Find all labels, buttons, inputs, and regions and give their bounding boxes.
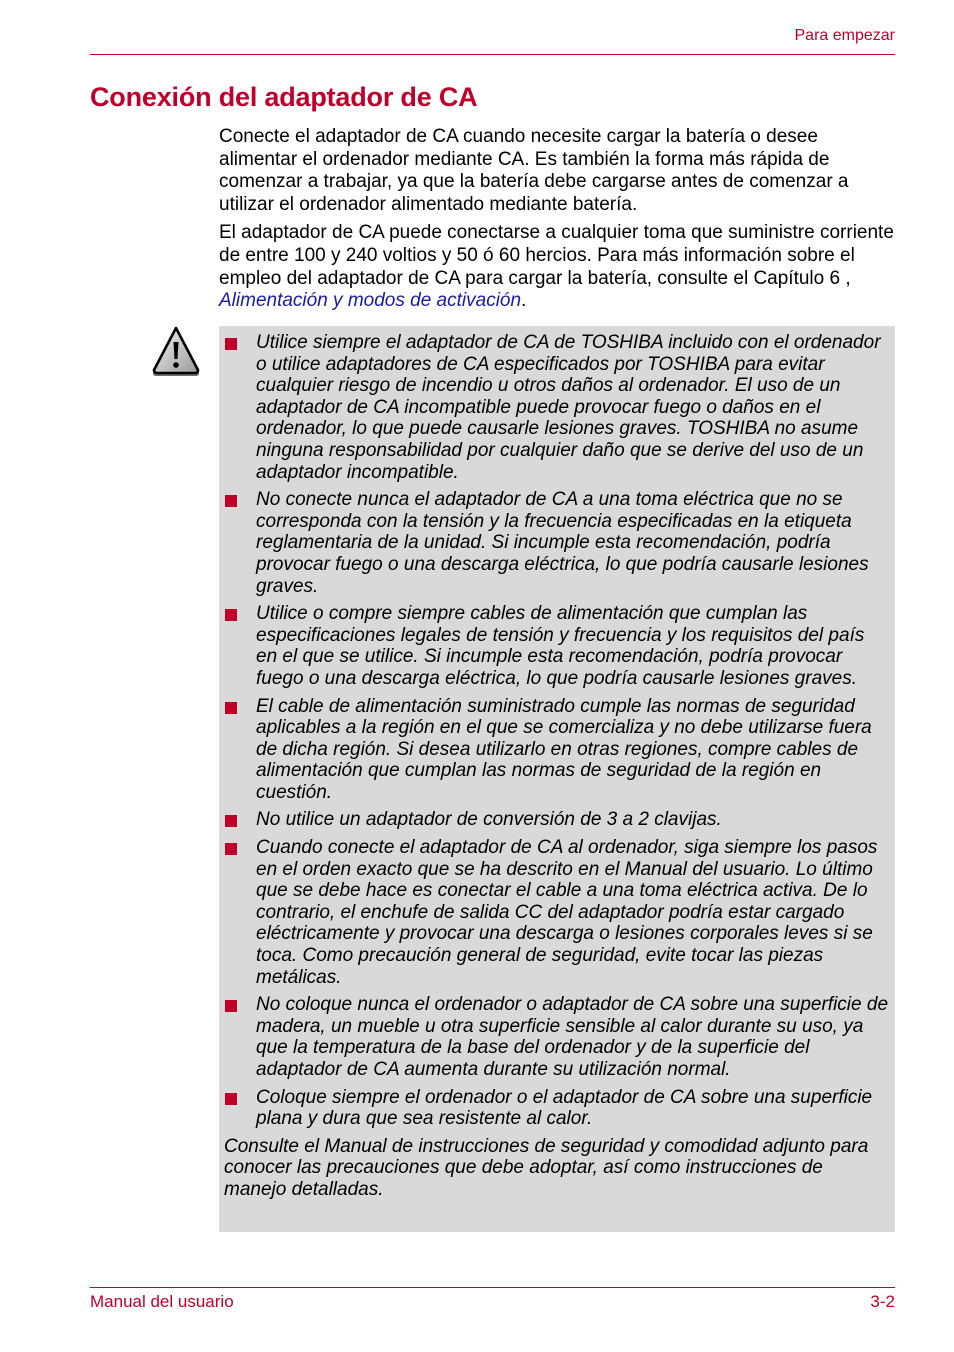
bullet-square-icon bbox=[225, 495, 237, 507]
caution-item-text: No coloque nunca el ordenador o adaptador de CA sobre una superficie de madera, un mueble u otra superficie sensible al calor durante su uso, ya que la temperatura de la base del ordenador y de la superficie del adaptador de CA aumenta durante su utilización normal. bbox=[256, 994, 889, 1080]
bullet-square-icon bbox=[225, 843, 237, 855]
bullet-square-icon bbox=[225, 1000, 237, 1012]
list-item bbox=[224, 489, 890, 597]
list-item bbox=[224, 603, 890, 689]
list-item bbox=[224, 696, 890, 804]
list-item bbox=[224, 332, 890, 483]
caution-item-text: El cable de alimentación suministrado cumple las normas de seguridad aplicables a la región en el que se comercializa y no debe utilizarse fuera de dicha región. Si desea utilizarlo en otras regiones, compre cables de alimentación que cumplan las normas de seguridad de la región en cuestión. bbox=[256, 695, 872, 803]
warning-triangle-icon bbox=[150, 326, 202, 378]
bullet-square-icon bbox=[225, 815, 237, 827]
page-number: 3-2 bbox=[870, 1292, 895, 1311]
caution-item-text: No conecte nunca el adaptador de CA a una toma eléctrica que no se corresponda con la tensión y la frecuencia especificadas en la etiqueta reglamentaria de la unidad. Si incumple esta recomendación, podría provocar fuego o una descarga eléctrica, lo que podría causarle lesiones graves. bbox=[256, 489, 869, 597]
caution-list bbox=[224, 332, 890, 1130]
list-item bbox=[224, 837, 890, 988]
caution-note: Consulte el Manual de instrucciones de seguridad y comodidad adjunto para conocer las precauciones que debe adoptar, así como instrucciones de manejo detalladas. bbox=[224, 1135, 869, 1200]
caution-box bbox=[219, 326, 895, 1232]
bullet-square-icon bbox=[225, 609, 237, 621]
power-paragraph-end: . bbox=[521, 290, 527, 312]
bullet-square-icon bbox=[225, 1093, 237, 1105]
bullet-square-icon bbox=[225, 702, 237, 714]
caution-item-text: Cuando conecte el adaptador de CA al ordenador, siga siempre los pasos en el orden exacto que se ha descrito en el Manual del usuario. Lo último que se debe hace es conectar el cable a una toma eléctrica activa. De lo contrario, el enchufe de salida CC del adaptador podría estar cargado eléctricamente y provocar una descarga o lesiones corporales leves si se toca. Como precaución general de seguridad, evite tocar las piezas metálicas. bbox=[256, 837, 878, 988]
power-paragraph-text: El adaptador de CA puede conectarse a cualquier toma que suministre corriente de entre 100 y 240 voltios y 50 ó 60 hercios. Para más información sobre el empleo del adaptador de CA para cargar la batería, consulte el Capítulo 6 , bbox=[219, 222, 894, 289]
body-text bbox=[219, 126, 895, 319]
running-header: Para empezar bbox=[794, 27, 895, 44]
header-rule bbox=[90, 54, 895, 55]
caution-item-text: Utilice o compre siempre cables de alimentación que cumplan las especificaciones legales de tensión y frecuencia y los requisitos del país en el que se utilice. Si incumple esta recomendación, podría provocar fuego o una descarga eléctrica, lo que podría causarle lesiones graves. bbox=[256, 603, 865, 689]
caution-item-text: Utilice siempre el adaptador de CA de TOSHIBA incluido con el ordenador o utilice adaptadores de CA especificados por TOSHIBA para evitar cualquier riesgo de incendio u otros daños al ordenador. El uso de un adaptador de CA incompatible puede provocar fuego o daños en el ordenador, lo que puede causarle lesiones graves. TOSHIBA no asume ninguna responsabilidad por cualquier daño que se derive del uso de un adaptador incompatible. bbox=[256, 332, 881, 483]
footer-rule bbox=[90, 1287, 895, 1288]
intro-paragraph: Conecte el adaptador de CA cuando necesite cargar la batería o desee alimentar el ordenador mediante CA. Es también la forma más rápida de comenzar a trabajar, ya que la batería debe cargarse antes de comenzar a utilizar el ordenador alimentado mediante batería. bbox=[219, 126, 849, 215]
caution-item-text: Coloque siempre el ordenador o el adaptador de CA sobre una superficie plana y dura que sea resistente al calor. bbox=[256, 1086, 873, 1130]
page-title: Conexión del adaptador de CA bbox=[90, 82, 478, 112]
list-item bbox=[224, 809, 890, 831]
footer-manual-title: Manual del usuario bbox=[90, 1292, 234, 1311]
bullet-square-icon bbox=[225, 338, 237, 350]
list-item bbox=[224, 1087, 890, 1130]
list-item bbox=[224, 994, 890, 1080]
chapter-link[interactable]: Alimentación y modos de activación bbox=[219, 290, 522, 312]
caution-item-text: No utilice un adaptador de conversión de 3 a 2 clavijas. bbox=[256, 809, 722, 831]
power-paragraph bbox=[219, 222, 895, 312]
